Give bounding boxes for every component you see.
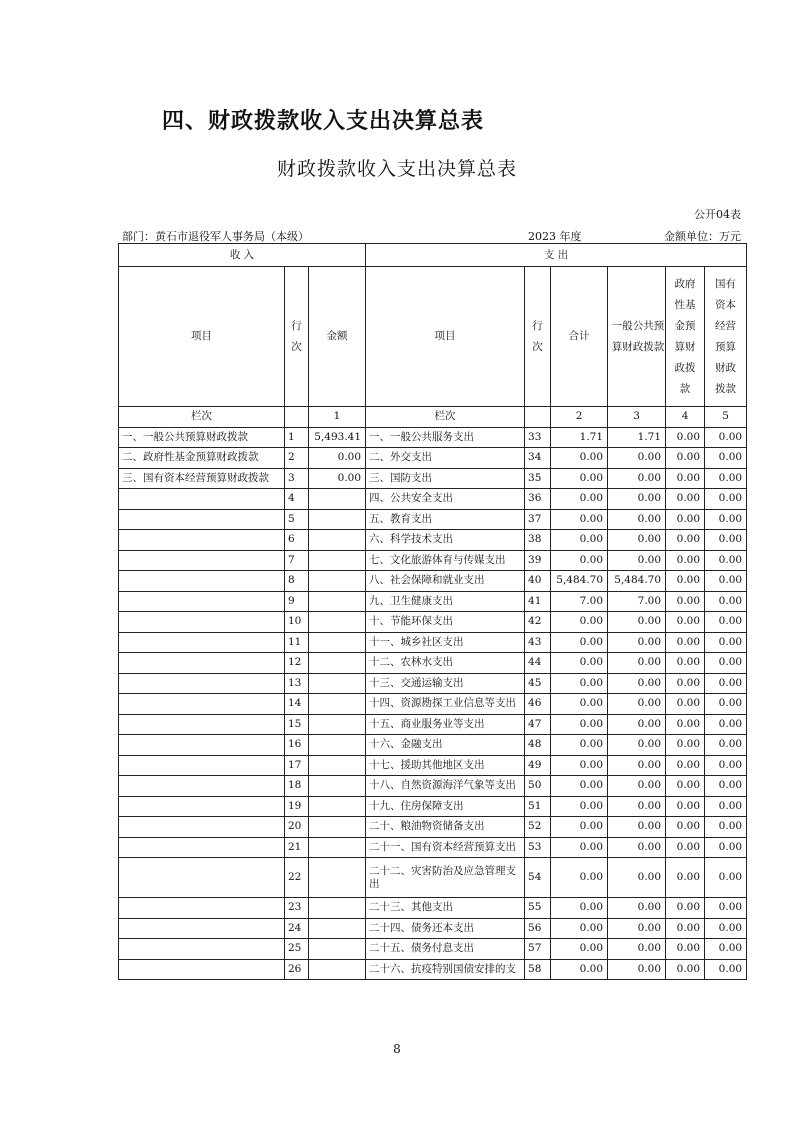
expense-line-no-cell: 47 — [525, 714, 551, 735]
column-index-blank-2 — [525, 407, 551, 428]
gov-fund-amount-cell: 0.00 — [666, 939, 705, 960]
income-line-no-cell: 15 — [285, 714, 309, 735]
total-amount-cell: 0.00 — [551, 735, 608, 756]
fiscal-appropriation-table — [118, 243, 747, 980]
gov-fund-amount-cell: 0.00 — [666, 755, 705, 776]
table-row — [119, 673, 747, 694]
section-heading: 四、财政拨款收入支出决算总表 — [162, 109, 485, 134]
gov-fund-amount-cell: 0.00 — [666, 959, 705, 980]
total-amount-cell: 0.00 — [551, 714, 608, 735]
table-row — [119, 714, 747, 735]
income-amount-cell — [309, 571, 366, 592]
table-row — [119, 653, 747, 674]
gov-fund-amount-cell: 0.00 — [666, 612, 705, 633]
income-line-no-cell: 6 — [285, 530, 309, 551]
column-index-5: 5 — [705, 407, 747, 428]
table-row — [119, 776, 747, 797]
expense-item-cell: 九、卫生健康支出 — [366, 591, 525, 612]
income-item-cell — [119, 571, 285, 592]
expense-line-no-cell: 42 — [525, 612, 551, 633]
general-budget-amount-cell: 0.00 — [608, 776, 666, 797]
gov-fund-amount-cell: 0.00 — [666, 530, 705, 551]
expense-line-no-cell: 49 — [525, 755, 551, 776]
gov-fund-amount-cell: 0.00 — [666, 653, 705, 674]
income-amount-cell — [309, 612, 366, 633]
expense-item-cell: 八、社会保障和就业支出 — [366, 571, 525, 592]
income-line-no-cell: 19 — [285, 796, 309, 817]
total-amount-cell: 0.00 — [551, 817, 608, 838]
income-line-no-cell: 11 — [285, 632, 309, 653]
general-budget-amount-cell: 0.00 — [608, 796, 666, 817]
gov-fund-amount-cell: 0.00 — [666, 673, 705, 694]
expense-line-no-cell: 38 — [525, 530, 551, 551]
expense-line-no-cell: 56 — [525, 918, 551, 939]
expense-line-no-cell: 45 — [525, 673, 551, 694]
general-budget-amount-cell: 1.71 — [608, 427, 666, 448]
general-budget-amount-cell: 0.00 — [608, 817, 666, 838]
state-capital-amount-cell: 0.00 — [705, 489, 747, 510]
expense-line-no-header: 行次 — [525, 267, 551, 407]
total-amount-cell: 0.00 — [551, 858, 608, 898]
gov-fund-amount-cell: 0.00 — [666, 735, 705, 756]
income-line-no-cell: 9 — [285, 591, 309, 612]
general-budget-amount-cell: 0.00 — [608, 959, 666, 980]
gov-fund-amount-cell: 0.00 — [666, 591, 705, 612]
income-line-no-cell: 4 — [285, 489, 309, 510]
expense-item-cell: 二十、粮油物资储备支出 — [366, 817, 525, 838]
general-budget-amount-cell: 0.00 — [608, 673, 666, 694]
state-capital-amount-cell: 0.00 — [705, 509, 747, 530]
income-line-no-cell: 26 — [285, 959, 309, 980]
column-index-label-2: 栏次 — [366, 407, 525, 428]
state-capital-amount-cell: 0.00 — [705, 448, 747, 469]
total-amount-cell: 0.00 — [551, 796, 608, 817]
gov-fund-amount-cell: 0.00 — [666, 448, 705, 469]
income-item-cell — [119, 735, 285, 756]
gov-fund-amount-cell: 0.00 — [666, 632, 705, 653]
expense-line-no-cell: 44 — [525, 653, 551, 674]
expense-item-cell: 六、科学技术支出 — [366, 530, 525, 551]
expense-item-cell: 七、文化旅游体育与传媒支出 — [366, 550, 525, 571]
total-amount-cell: 0.00 — [551, 898, 608, 919]
general-budget-amount-cell: 0.00 — [608, 898, 666, 919]
state-capital-amount-cell: 0.00 — [705, 591, 747, 612]
state-capital-amount-cell: 0.00 — [705, 653, 747, 674]
table-row — [119, 509, 747, 530]
total-amount-cell: 0.00 — [551, 550, 608, 571]
income-amount-cell — [309, 632, 366, 653]
general-budget-amount-cell: 0.00 — [608, 509, 666, 530]
table-row — [119, 837, 747, 858]
general-budget-amount-cell: 0.00 — [608, 632, 666, 653]
expense-item-cell: 二十三、其他支出 — [366, 898, 525, 919]
income-amount-cell — [309, 776, 366, 797]
expense-line-no-cell: 58 — [525, 959, 551, 980]
state-capital-amount-cell: 0.00 — [705, 530, 747, 551]
income-amount-cell — [309, 530, 366, 551]
expense-item-cell: 十四、资源勘探工业信息等支出 — [366, 694, 525, 715]
expense-line-no-cell: 52 — [525, 817, 551, 838]
table-row — [119, 735, 747, 756]
income-amount-cell — [309, 550, 366, 571]
income-amount-cell — [309, 918, 366, 939]
general-budget-amount-cell: 0.00 — [608, 918, 666, 939]
expense-line-no-cell: 53 — [525, 837, 551, 858]
gov-fund-amount-cell: 0.00 — [666, 571, 705, 592]
expense-header: 支 出 — [366, 244, 747, 267]
general-budget-amount-cell: 0.00 — [608, 939, 666, 960]
general-budget-amount-cell: 0.00 — [608, 714, 666, 735]
table-row — [119, 550, 747, 571]
form-number: 公开04表 — [694, 208, 741, 221]
general-budget-amount-cell: 5,484.70 — [608, 571, 666, 592]
gov-fund-amount-cell: 0.00 — [666, 776, 705, 797]
table-row — [119, 489, 747, 510]
total-amount-cell: 0.00 — [551, 509, 608, 530]
table-row — [119, 427, 747, 448]
expense-line-no-cell: 39 — [525, 550, 551, 571]
expense-line-no-cell: 36 — [525, 489, 551, 510]
state-capital-amount-cell: 0.00 — [705, 898, 747, 919]
expense-line-no-cell: 34 — [525, 448, 551, 469]
income-item-cell — [119, 776, 285, 797]
general-budget-amount-cell: 0.00 — [608, 489, 666, 510]
income-item-cell — [119, 959, 285, 980]
table-row — [119, 817, 747, 838]
state-capital-amount-cell: 0.00 — [705, 735, 747, 756]
income-item-cell — [119, 898, 285, 919]
income-line-no-cell: 12 — [285, 653, 309, 674]
gov-fund-amount-cell: 0.00 — [666, 898, 705, 919]
general-budget-amount-cell: 0.00 — [608, 858, 666, 898]
column-index-blank — [285, 407, 309, 428]
general-budget-amount-cell: 0.00 — [608, 468, 666, 489]
income-line-no-cell: 23 — [285, 898, 309, 919]
expense-line-no-cell: 50 — [525, 776, 551, 797]
total-amount-cell: 0.00 — [551, 918, 608, 939]
income-line-no-header: 行次 — [285, 267, 309, 407]
total-amount-cell: 0.00 — [551, 673, 608, 694]
total-amount-cell: 0.00 — [551, 448, 608, 469]
expense-item-cell: 四、公共安全支出 — [366, 489, 525, 510]
expense-line-no-cell: 41 — [525, 591, 551, 612]
gov-fund-amount-cell: 0.00 — [666, 550, 705, 571]
amount-unit-label: 金额单位：万元 — [664, 230, 741, 243]
general-budget-amount-cell: 0.00 — [608, 448, 666, 469]
income-line-no-cell: 17 — [285, 755, 309, 776]
income-item-cell — [119, 509, 285, 530]
table-row — [119, 959, 747, 980]
total-amount-cell: 7.00 — [551, 591, 608, 612]
income-line-no-cell: 21 — [285, 837, 309, 858]
table-row — [119, 612, 747, 633]
expense-line-no-cell: 46 — [525, 694, 551, 715]
income-line-no-cell: 18 — [285, 776, 309, 797]
income-item-cell — [119, 632, 285, 653]
income-line-no-cell: 8 — [285, 571, 309, 592]
income-item-cell — [119, 755, 285, 776]
total-amount-cell: 0.00 — [551, 612, 608, 633]
expense-item-cell: 十七、援助其他地区支出 — [366, 755, 525, 776]
income-item-cell — [119, 918, 285, 939]
income-line-no-cell: 25 — [285, 939, 309, 960]
income-item-cell — [119, 939, 285, 960]
income-item-cell — [119, 673, 285, 694]
income-line-no-cell: 22 — [285, 858, 309, 898]
state-capital-header: 国有资本经营预算财政拨款 — [705, 267, 747, 407]
state-capital-amount-cell: 0.00 — [705, 776, 747, 797]
state-capital-amount-cell: 0.00 — [705, 755, 747, 776]
income-item-cell — [119, 550, 285, 571]
income-item-cell: 二、政府性基金预算财政拨款 — [119, 448, 285, 469]
column-index-4: 4 — [666, 407, 705, 428]
gov-fund-amount-cell: 0.00 — [666, 694, 705, 715]
income-line-no-cell: 20 — [285, 817, 309, 838]
expense-line-no-cell: 43 — [525, 632, 551, 653]
gov-fund-amount-cell: 0.00 — [666, 796, 705, 817]
expense-line-no-cell: 37 — [525, 509, 551, 530]
table-title: 财政拨款收入支出决算总表 — [276, 158, 517, 180]
income-header: 收 入 — [119, 244, 366, 267]
income-item-cell — [119, 858, 285, 898]
table-row — [119, 796, 747, 817]
state-capital-amount-cell: 0.00 — [705, 571, 747, 592]
income-amount-cell: 5,493.41 — [309, 427, 366, 448]
income-item-cell — [119, 530, 285, 551]
gov-fund-amount-cell: 0.00 — [666, 427, 705, 448]
income-amount-cell — [309, 591, 366, 612]
total-amount-cell: 0.00 — [551, 837, 608, 858]
expense-item-cell: 二十五、债务付息支出 — [366, 939, 525, 960]
income-amount-cell — [309, 858, 366, 898]
state-capital-amount-cell: 0.00 — [705, 817, 747, 838]
expense-item-cell: 十三、交通运输支出 — [366, 673, 525, 694]
income-item-cell — [119, 817, 285, 838]
table-row — [119, 858, 747, 898]
state-capital-amount-cell: 0.00 — [705, 673, 747, 694]
income-item-cell — [119, 612, 285, 633]
income-line-no-cell: 13 — [285, 673, 309, 694]
column-index-3: 3 — [608, 407, 666, 428]
income-amount-cell: 0.00 — [309, 468, 366, 489]
table-row — [119, 898, 747, 919]
state-capital-amount-cell: 0.00 — [705, 468, 747, 489]
state-capital-amount-cell: 0.00 — [705, 612, 747, 633]
page-number: 8 — [393, 1042, 401, 1056]
gov-fund-amount-cell: 0.00 — [666, 468, 705, 489]
state-capital-amount-cell: 0.00 — [705, 694, 747, 715]
general-budget-amount-cell: 0.00 — [608, 837, 666, 858]
income-item-cell — [119, 796, 285, 817]
expense-line-no-cell: 33 — [525, 427, 551, 448]
table-body — [119, 427, 747, 980]
income-line-no-cell: 7 — [285, 550, 309, 571]
expense-item-cell: 一、一般公共服务支出 — [366, 427, 525, 448]
state-capital-amount-cell: 0.00 — [705, 550, 747, 571]
total-amount-cell: 0.00 — [551, 653, 608, 674]
income-amount-header: 金额 — [309, 267, 366, 407]
table-row — [119, 918, 747, 939]
income-line-no-cell: 2 — [285, 448, 309, 469]
income-item-cell — [119, 653, 285, 674]
expense-item-cell: 十一、城乡社区支出 — [366, 632, 525, 653]
expense-item-cell: 十六、金融支出 — [366, 735, 525, 756]
income-line-no-cell: 3 — [285, 468, 309, 489]
income-amount-cell — [309, 694, 366, 715]
expense-item-cell: 十八、自然资源海洋气象等支出 — [366, 776, 525, 797]
gov-fund-amount-cell: 0.00 — [666, 817, 705, 838]
gov-fund-amount-cell: 0.00 — [666, 489, 705, 510]
state-capital-amount-cell: 0.00 — [705, 714, 747, 735]
state-capital-amount-cell: 0.00 — [705, 959, 747, 980]
table-row — [119, 448, 747, 469]
total-amount-cell: 5,484.70 — [551, 571, 608, 592]
table-row — [119, 571, 747, 592]
table-row — [119, 468, 747, 489]
general-budget-amount-cell: 7.00 — [608, 591, 666, 612]
table-row — [119, 939, 747, 960]
total-amount-cell: 0.00 — [551, 776, 608, 797]
general-budget-amount-cell: 0.00 — [608, 735, 666, 756]
fiscal-year-label: 2023 年度 — [528, 230, 582, 243]
department-label: 部门：黄石市退役军人事务局（本级） — [122, 230, 309, 243]
income-line-no-cell: 5 — [285, 509, 309, 530]
expense-item-cell: 十二、农林水支出 — [366, 653, 525, 674]
expense-item-cell: 二、外交支出 — [366, 448, 525, 469]
expense-line-no-cell: 57 — [525, 939, 551, 960]
income-line-no-cell: 1 — [285, 427, 309, 448]
general-budget-amount-cell: 0.00 — [608, 694, 666, 715]
expense-item-cell: 十、节能环保支出 — [366, 612, 525, 633]
state-capital-amount-cell: 0.00 — [705, 632, 747, 653]
general-budget-header: 一般公共预算财政拨款 — [608, 267, 666, 407]
table-row — [119, 694, 747, 715]
general-budget-amount-cell: 0.00 — [608, 550, 666, 571]
state-capital-amount-cell: 0.00 — [705, 939, 747, 960]
column-index-1: 1 — [309, 407, 366, 428]
income-amount-cell — [309, 673, 366, 694]
state-capital-amount-cell: 0.00 — [705, 796, 747, 817]
income-amount-cell — [309, 959, 366, 980]
income-item-cell: 一、一般公共预算财政拨款 — [119, 427, 285, 448]
income-line-no-cell: 14 — [285, 694, 309, 715]
table-row — [119, 530, 747, 551]
income-amount-cell — [309, 837, 366, 858]
total-header: 合计 — [551, 267, 608, 407]
income-amount-cell — [309, 735, 366, 756]
income-item-header: 项目 — [119, 267, 285, 407]
income-item-cell — [119, 489, 285, 510]
gov-fund-amount-cell: 0.00 — [666, 714, 705, 735]
total-amount-cell: 0.00 — [551, 959, 608, 980]
income-amount-cell: 0.00 — [309, 448, 366, 469]
income-amount-cell — [309, 653, 366, 674]
state-capital-amount-cell: 0.00 — [705, 427, 747, 448]
income-amount-cell — [309, 796, 366, 817]
income-item-cell — [119, 837, 285, 858]
state-capital-amount-cell: 0.00 — [705, 858, 747, 898]
income-line-no-cell: 16 — [285, 735, 309, 756]
general-budget-amount-cell: 0.00 — [608, 653, 666, 674]
state-capital-amount-cell: 0.00 — [705, 837, 747, 858]
income-line-no-cell: 24 — [285, 918, 309, 939]
expense-item-cell: 十五、商业服务业等支出 — [366, 714, 525, 735]
total-amount-cell: 0.00 — [551, 489, 608, 510]
expense-item-cell: 十九、住房保障支出 — [366, 796, 525, 817]
income-amount-cell — [309, 714, 366, 735]
gov-fund-amount-cell: 0.00 — [666, 858, 705, 898]
table-row — [119, 632, 747, 653]
income-amount-cell — [309, 939, 366, 960]
total-amount-cell: 0.00 — [551, 755, 608, 776]
gov-fund-amount-cell: 0.00 — [666, 837, 705, 858]
income-item-cell — [119, 591, 285, 612]
expense-line-no-cell: 48 — [525, 735, 551, 756]
expense-item-cell: 二十一、国有资本经营预算支出 — [366, 837, 525, 858]
income-amount-cell — [309, 509, 366, 530]
expense-line-no-cell: 40 — [525, 571, 551, 592]
total-amount-cell: 1.71 — [551, 427, 608, 448]
income-item-cell: 三、国有资本经营预算财政拨款 — [119, 468, 285, 489]
gov-fund-header: 政府性基金预算财政拨款 — [666, 267, 705, 407]
expense-line-no-cell: 51 — [525, 796, 551, 817]
income-amount-cell — [309, 898, 366, 919]
expense-item-cell: 二十四、债务还本支出 — [366, 918, 525, 939]
table-row — [119, 755, 747, 776]
total-amount-cell: 0.00 — [551, 632, 608, 653]
income-amount-cell — [309, 755, 366, 776]
total-amount-cell: 0.00 — [551, 530, 608, 551]
general-budget-amount-cell: 0.00 — [608, 755, 666, 776]
gov-fund-amount-cell: 0.00 — [666, 509, 705, 530]
table-row — [119, 591, 747, 612]
column-index-label: 栏次 — [119, 407, 285, 428]
expense-line-no-cell: 54 — [525, 858, 551, 898]
income-line-no-cell: 10 — [285, 612, 309, 633]
general-budget-amount-cell: 0.00 — [608, 612, 666, 633]
expense-line-no-cell: 35 — [525, 468, 551, 489]
expense-line-no-cell: 55 — [525, 898, 551, 919]
expense-item-cell: 二十二、灾害防治及应急管理支出 — [366, 858, 525, 898]
income-item-cell — [119, 694, 285, 715]
income-amount-cell — [309, 817, 366, 838]
general-budget-amount-cell: 0.00 — [608, 530, 666, 551]
total-amount-cell: 0.00 — [551, 468, 608, 489]
income-item-cell — [119, 714, 285, 735]
income-amount-cell — [309, 489, 366, 510]
total-amount-cell: 0.00 — [551, 939, 608, 960]
expense-item-cell: 二十六、抗疫特别国债安排的支 — [366, 959, 525, 980]
total-amount-cell: 0.00 — [551, 694, 608, 715]
gov-fund-amount-cell: 0.00 — [666, 918, 705, 939]
expense-item-cell: 五、教育支出 — [366, 509, 525, 530]
expense-item-header: 项目 — [366, 267, 525, 407]
column-index-2: 2 — [551, 407, 608, 428]
state-capital-amount-cell: 0.00 — [705, 918, 747, 939]
expense-item-cell: 三、国防支出 — [366, 468, 525, 489]
